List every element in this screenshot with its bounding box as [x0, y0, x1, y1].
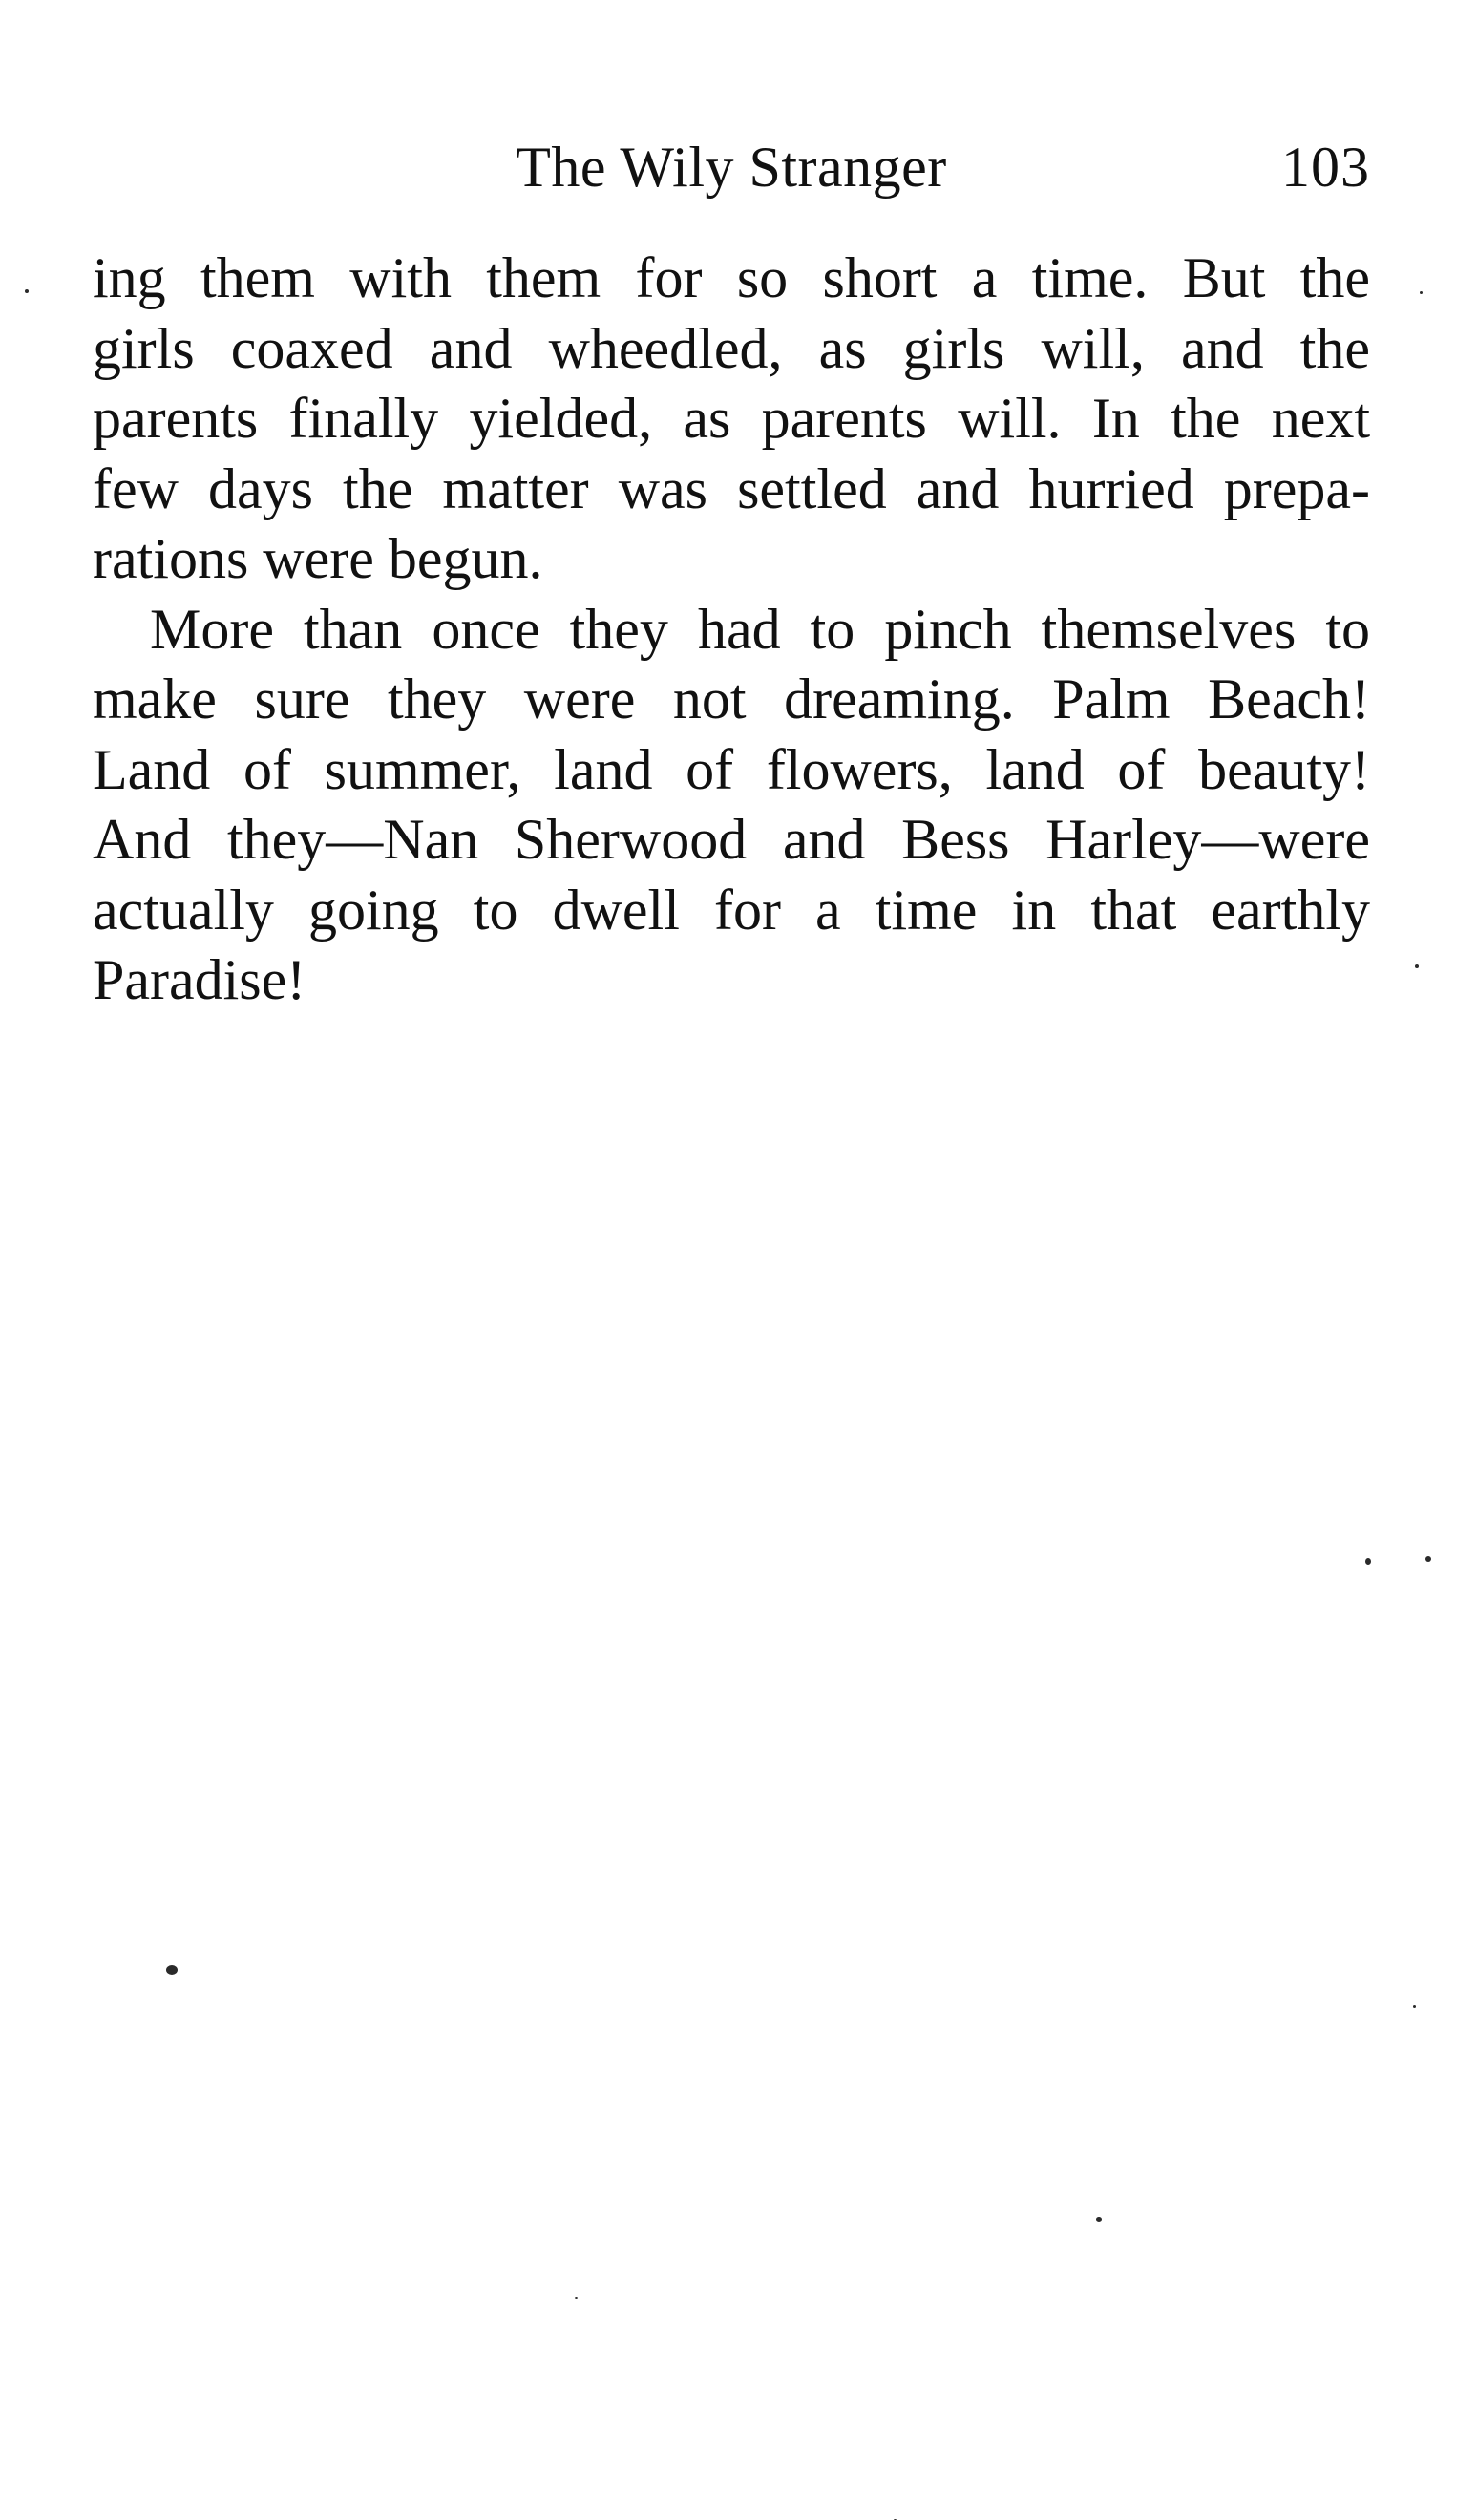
scan-speck — [25, 289, 29, 293]
text-line: Land of summer, land of flowers, land of beauty! — [93, 737, 1370, 801]
scan-speck — [1425, 1556, 1431, 1562]
paragraph-2 — [93, 595, 1370, 1016]
scan-speck — [166, 1965, 178, 1975]
scan-speck — [1415, 964, 1419, 968]
scan-speck — [1420, 291, 1423, 294]
scan-speck — [1096, 2217, 1102, 2222]
text-line: parents finally yielded, as parents will. In the next — [93, 387, 1370, 450]
scan-speck — [1365, 1558, 1371, 1565]
text-line: make sure they were not dreaming. Palm Beach! — [93, 667, 1370, 731]
text-line: More than once they had to pinch themselves to — [150, 597, 1370, 661]
running-title: The Wily Stranger — [516, 136, 947, 199]
text-line: rations were begun. — [93, 527, 543, 590]
running-head — [93, 134, 1370, 201]
text-line: few days the matter was settled and hurried prepa- — [93, 456, 1370, 520]
text-line: ing them with them for so short a time. But the — [93, 246, 1370, 309]
scan-speck — [1413, 2005, 1416, 2008]
paragraph-1 — [93, 244, 1370, 595]
body-text — [93, 244, 1370, 1016]
text-line: Paradise! — [93, 948, 306, 1011]
text-line: actually going to dwell for a time in that earthly — [93, 878, 1370, 942]
text-line: girls coaxed and wheedled, as girls will, and the — [93, 316, 1370, 380]
page-number: 103 — [1281, 136, 1370, 199]
text-line: And they—Nan Sherwood and Bess Harley—were — [93, 808, 1370, 871]
scan-speck — [575, 2297, 578, 2299]
